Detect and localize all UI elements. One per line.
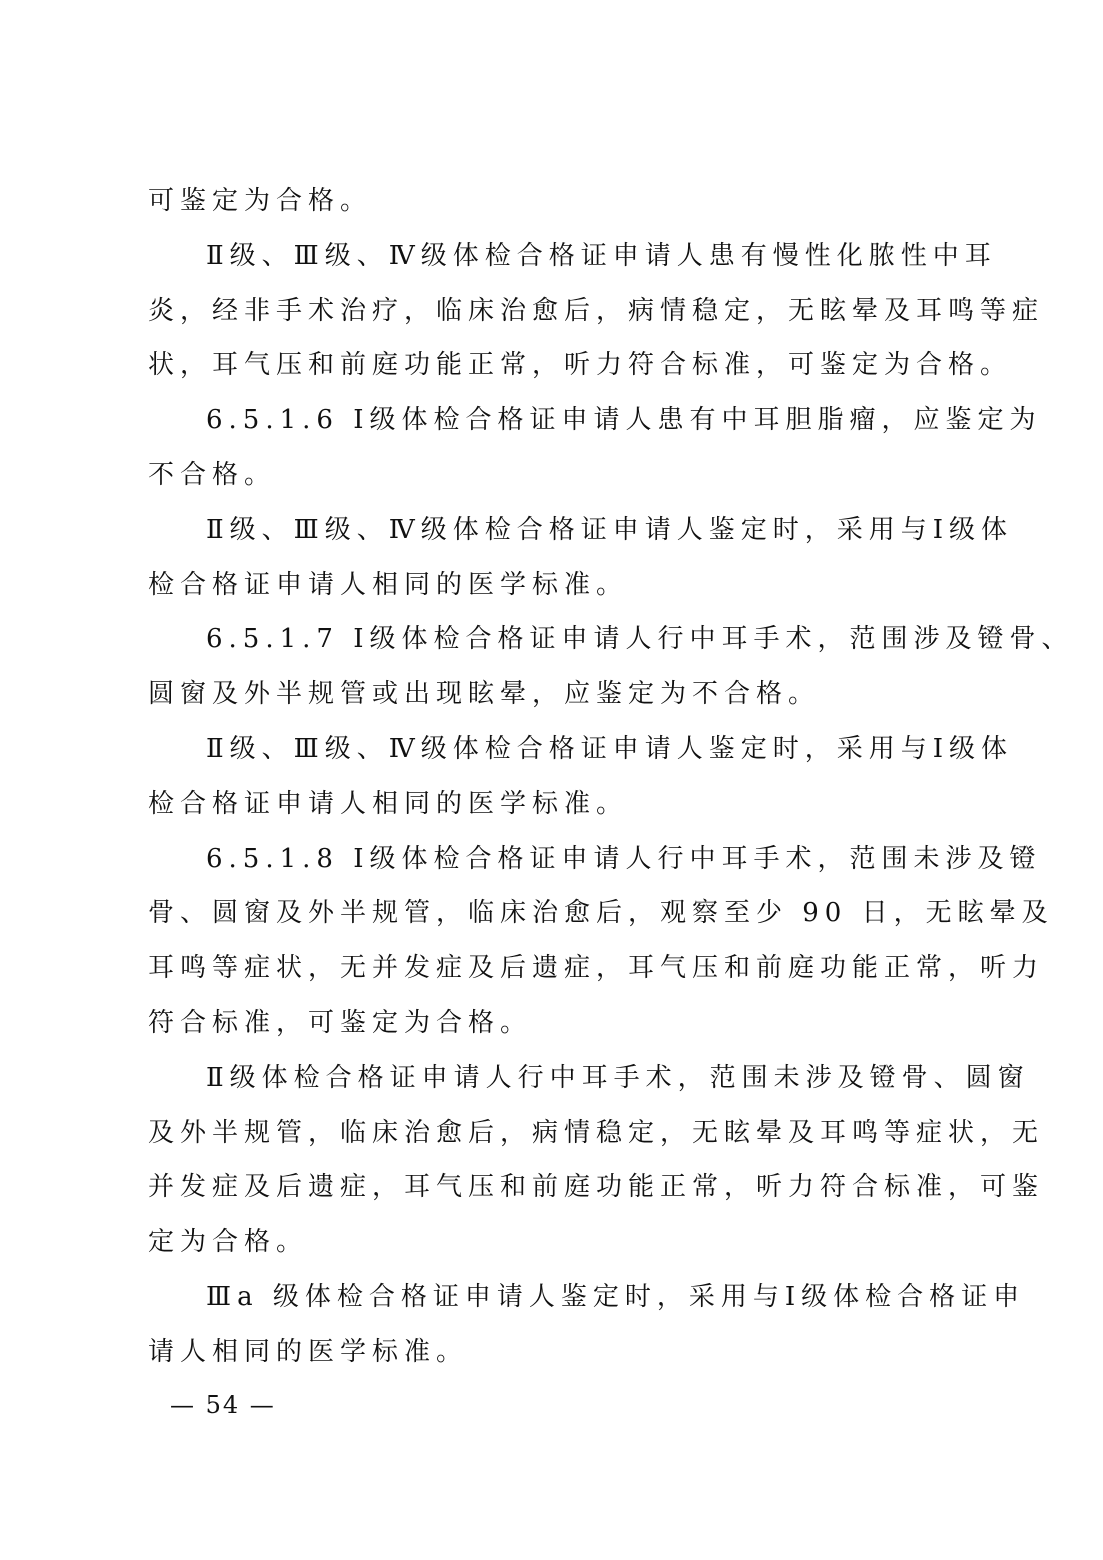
- text-line: 耳鸣等症状，无并发症及后遗症，耳气压和前庭功能正常，听力: [148, 953, 1045, 984]
- text-line: 可鉴定为合格。: [148, 186, 373, 216]
- document-body: [148, 174, 1074, 1380]
- page-number: — 54 —: [170, 1391, 276, 1419]
- text-line: 状，耳气压和前庭功能正常，听力符合标准，可鉴定为合格。: [148, 350, 1013, 381]
- text-line: 圆窗及外半规管或出现眩晕，应鉴定为不合格。: [148, 679, 821, 710]
- text-line: 定为合格。: [148, 1227, 309, 1258]
- text-line: 炎，经非手术治疗，临床治愈后，病情稳定，无眩晕及耳鸣等症: [148, 295, 1045, 326]
- text-line: 检合格证申请人相同的医学标准。: [148, 788, 629, 819]
- text-line: 及外半规管，临床治愈后，病情稳定，无眩晕及耳鸣等症状，无: [148, 1117, 1045, 1148]
- text-line: Ⅲa 级体检合格证申请人鉴定时，采用与Ⅰ级体检合格证申: [206, 1281, 1026, 1312]
- text-line: Ⅱ级体检合格证申请人行中耳手术，范围未涉及镫骨、圆窗: [206, 1062, 1030, 1093]
- text-line: 不合格。: [148, 459, 277, 490]
- text-line: 6.5.1.6 Ⅰ级体检合格证申请人患有中耳胆脂瘤，应鉴定为: [206, 405, 1042, 436]
- text-line: Ⅱ级、Ⅲ级、Ⅳ级体检合格证申请人患有慢性化脓性中耳: [206, 240, 997, 271]
- text-line: Ⅱ级、Ⅲ级、Ⅳ级体检合格证申请人鉴定时，采用与Ⅰ级体: [206, 514, 1013, 545]
- text-line: 并发症及后遗症，耳气压和前庭功能正常，听力符合标准，可鉴: [148, 1172, 1045, 1203]
- text-line: 请人相同的医学标准。: [148, 1336, 469, 1367]
- text-line: 6.5.1.8 Ⅰ级体检合格证申请人行中耳手术，范围未涉及镫: [206, 843, 1042, 874]
- text-line: 检合格证申请人相同的医学标准。: [148, 569, 629, 600]
- text-line: Ⅱ级、Ⅲ级、Ⅳ级体检合格证申请人鉴定时，采用与Ⅰ级体: [206, 733, 1013, 764]
- text-line: 6.5.1.7 Ⅰ级体检合格证申请人行中耳手术，范围涉及镫骨、: [206, 624, 1074, 655]
- text-line: 骨、圆窗及外半规管，临床治愈后，观察至少 90 日，无眩晕及: [148, 898, 1054, 929]
- text-line: 符合标准，可鉴定为合格。: [148, 1007, 533, 1038]
